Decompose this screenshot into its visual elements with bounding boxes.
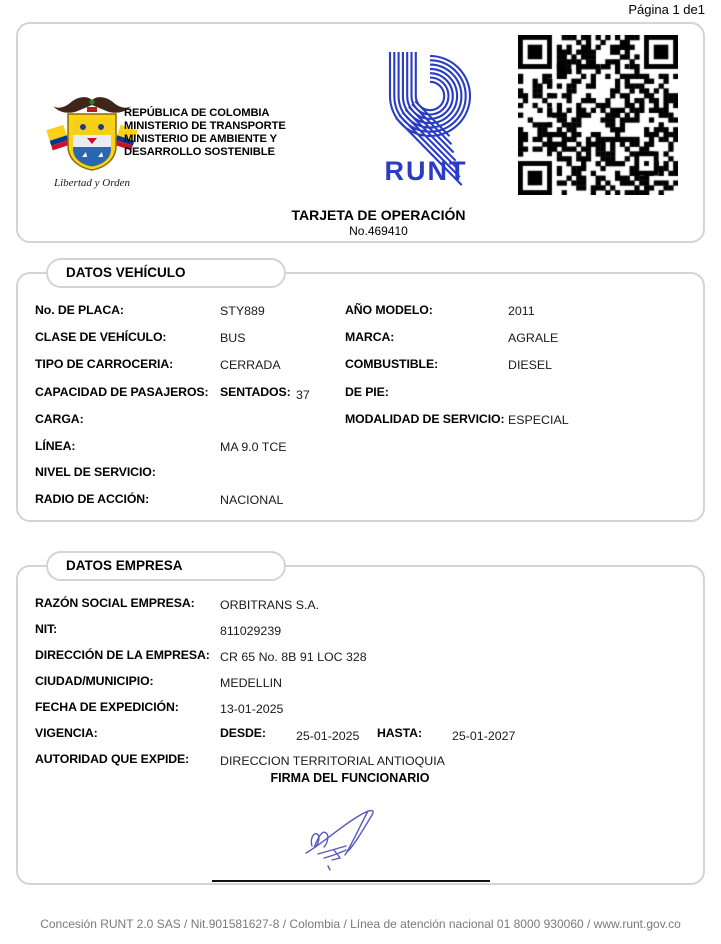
modalidad-value: ESPECIAL xyxy=(508,413,569,427)
sentados-value: 37 xyxy=(296,388,310,402)
firma-heading: FIRMA DEL FUNCIONARIO xyxy=(270,771,430,785)
desde-label: DESDE: xyxy=(220,726,266,740)
hasta-value: 25-01-2027 xyxy=(452,729,516,743)
coat-of-arms-caption: Libertad y Orden xyxy=(54,177,130,189)
carroceria-label: TIPO DE CARROCERIA: xyxy=(35,357,174,371)
clase-label: CLASE DE VEHÍCULO: xyxy=(35,330,167,344)
footer-text: Concesión RUNT 2.0 SAS / Nit.901581627-8 / Colombia / Línea de atención nacional 01 8000 930060 / www.runt.gov.co xyxy=(40,917,681,931)
vigencia-label: VIGENCIA: xyxy=(35,726,98,740)
linea-value: MA 9.0 TCE xyxy=(220,440,287,454)
sentados-label: SENTADOS: xyxy=(220,385,291,399)
ciudad-label: CIUDAD/MUNICIPIO: xyxy=(35,674,154,688)
radio-accion-label: RADIO DE ACCIÓN: xyxy=(35,492,150,506)
direccion-label: DIRECCIÓN DE LA EMPRESA: xyxy=(35,648,210,662)
ministry-line-4: DESARROLLO SOSTENIBLE xyxy=(124,146,275,158)
runt-logo-label: RUNT xyxy=(384,156,468,186)
fecha-expedicion-label: FECHA DE EXPEDICIÓN: xyxy=(35,700,179,714)
radio-accion-value: NACIONAL xyxy=(220,493,284,507)
direccion-value: CR 65 No. 8B 91 LOC 328 xyxy=(220,650,367,664)
document-number: No.469410 xyxy=(349,224,408,238)
marca-label: MARCA: xyxy=(345,330,395,344)
ciudad-value: MEDELLIN xyxy=(220,676,282,690)
hasta-label: HASTA: xyxy=(377,726,422,740)
company-section-tab: DATOS EMPRESA xyxy=(46,551,286,581)
vehicle-section-tab: DATOS VEHÍCULO xyxy=(46,258,286,288)
carroceria-value: CERRADA xyxy=(220,358,281,372)
combustible-value: DIESEL xyxy=(508,358,553,372)
ministry-line-2: MINISTERIO DE TRANSPORTE xyxy=(124,120,286,132)
depie-label: DE PIE: xyxy=(345,385,389,399)
qr-code xyxy=(518,35,678,195)
marca-value: AGRALE xyxy=(508,331,559,345)
linea-label: LÍNEA: xyxy=(35,439,76,453)
clase-value: BUS xyxy=(220,331,246,345)
ministry-line-1: REPÚBLICA DE COLOMBIA xyxy=(124,107,270,119)
placa-label: No. DE PLACA: xyxy=(35,303,124,317)
razon-social-label: RAZÓN SOCIAL EMPRESA: xyxy=(35,596,195,610)
desde-value: 25-01-2025 xyxy=(296,729,360,743)
modalidad-label: MODALIDAD DE SERVICIO: xyxy=(345,412,505,426)
fecha-expedicion-value: 13-01-2025 xyxy=(220,702,284,716)
placa-value: STY889 xyxy=(220,304,265,318)
anio-modelo-value: 2011 xyxy=(508,304,535,318)
document-title: TARJETA DE OPERACIÓN xyxy=(291,207,466,223)
autoridad-label: AUTORIDAD QUE EXPIDE: xyxy=(35,752,190,766)
runt-logo-icon xyxy=(370,44,482,189)
carga-label: CARGA: xyxy=(35,412,84,426)
autoridad-value: DIRECCION TERRITORIAL ANTIOQUIA xyxy=(220,754,445,768)
page-indicator: Página 1 de1 xyxy=(628,2,705,17)
signature-line xyxy=(212,880,490,882)
razon-social-value: ORBITRANS S.A. xyxy=(220,598,320,612)
official-signature xyxy=(298,806,398,871)
capacidad-label: CAPACIDAD DE PASAJEROS: xyxy=(35,385,209,399)
signature-stroke xyxy=(306,811,373,870)
nit-label: NIT: xyxy=(35,622,58,636)
anio-modelo-label: AÑO MODELO: xyxy=(345,303,433,317)
nit-value: 811029239 xyxy=(220,624,282,638)
ministry-line-3: MINISTERIO DE AMBIENTE Y xyxy=(124,133,277,145)
ministry-title-block xyxy=(124,107,286,159)
nivel-servicio-label: NIVEL DE SERVICIO: xyxy=(35,465,156,479)
combustible-label: COMBUSTIBLE: xyxy=(345,357,439,371)
left-flag xyxy=(46,125,70,151)
header-box xyxy=(16,22,705,243)
